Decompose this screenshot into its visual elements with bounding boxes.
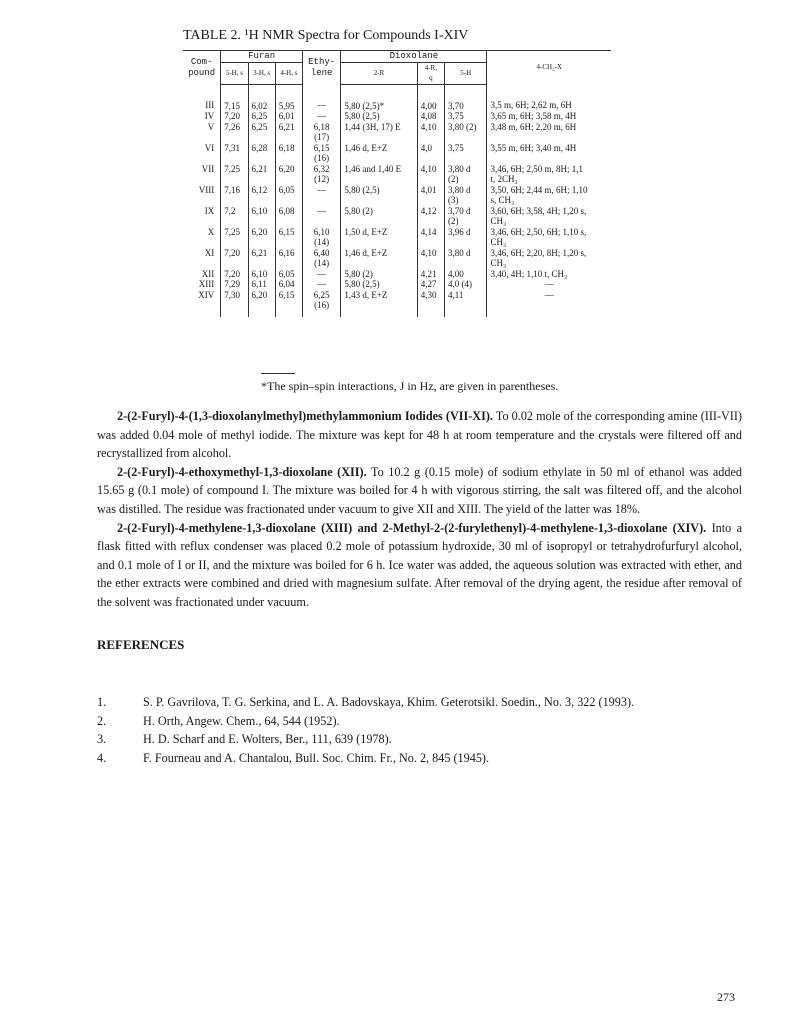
furan-3h-cell: 6,25 — [248, 122, 275, 143]
dioxolane-4r-cell: 4,21 — [417, 269, 444, 280]
reference-text: F. Fourneau and A. Chantalou, Bull. Soc. Chim. Fr., No. 2, 845 (1945). — [143, 750, 490, 765]
compound-cell: III — [205, 100, 215, 110]
page-number: 273 — [717, 990, 735, 1004]
dioxolane-4r-cell: 4,08 — [417, 111, 444, 122]
dioxolane-2r-cell: 1,50 d, E+Z — [341, 227, 417, 248]
paragraph-text: To 0.02 mole of the corresponding amine (III-VII) was added 0.04 mole of methyl iodide. The mixture was kept for 48 h at room temperature and the crystals were filtered off and recrystallized from alcohol. — [97, 409, 742, 461]
ch2x-cell: 3,5 m, 6H; 2,62 m, 6H — [487, 84, 611, 111]
furan-4h-cell: 6,16 — [275, 248, 302, 269]
dioxolane-5h-cell: 4,00 — [444, 269, 487, 280]
ch2x-cell: 3,46, 6H; 2,50, 6H; 1,10 s, CH₃ — [487, 227, 611, 248]
paragraph — [97, 407, 742, 463]
header-compound: Com- pound — [183, 51, 221, 85]
furan-3h-cell: 6,10 — [248, 206, 275, 227]
table-row — [183, 269, 611, 280]
header-furan-4h: 4-H, s — [275, 62, 302, 84]
footnote-divider — [261, 373, 295, 374]
ethylene-cell: — — [303, 269, 341, 280]
furan-3h-cell: 6,20 — [248, 227, 275, 248]
reference-text: H. D. Scharf and E. Wolters, Ber., 111, 639 (1978). — [143, 732, 392, 746]
compound-cell: X — [207, 226, 215, 237]
ch2x-cell: 3,55 m, 6H; 3,40 m, 4H — [487, 143, 611, 164]
ch2x-cell: — — [487, 290, 611, 317]
reference-number: 3. — [97, 732, 107, 746]
table-row — [183, 111, 611, 122]
furan-5h-cell: 7,20 — [221, 111, 248, 122]
dioxolane-4r-cell: 4,01 — [417, 185, 444, 206]
ch2x-cell: 3,65 m, 6H; 3,58 m, 4H — [487, 111, 611, 122]
compound-cell: VI — [204, 142, 215, 153]
dioxolane-4r-cell: 4,00 — [417, 84, 444, 111]
dioxolane-4r-cell: 4,27 — [417, 279, 444, 290]
furan-3h-cell: 6,25 — [248, 111, 275, 122]
dioxolane-4r-cell: 4,10 — [417, 248, 444, 269]
paragraph-text: To 10.2 g (0.15 mole) of sodium ethylate in 50 ml of ethanol was added 15.65 g (0.1 mole) of compound I. The mixture was boiled for 4 h with vigorous stirring, the salt was filtered off, and the alcohol was distilled. The residue was fractionated under vacuum to give XII and XIII. The yield of the latter was 18%. — [97, 464, 742, 516]
compound-cell: XII — [201, 268, 215, 279]
dioxolane-2r-cell: 5,80 (2,5) — [341, 185, 417, 206]
body-text — [97, 407, 742, 612]
table-row — [183, 185, 611, 206]
dioxolane-2r-cell: 1,44 (3H, 17) E — [341, 122, 417, 143]
furan-4h-cell: 6,04 — [275, 279, 302, 290]
header-furan-3h: 3-H, s — [248, 62, 275, 84]
reference-item — [97, 693, 737, 712]
reference-text: S. P. Gavrilova, T. G. Serkina, and L. A. Badovskaya, Khim. Geterotsikl. Soedin., No. 3, 322 (1993). — [143, 695, 635, 709]
ethylene-cell: — — [303, 185, 341, 206]
dioxolane-5h-cell: 3,96 d — [444, 227, 487, 248]
ethylene-cell: 6,10 (14) — [303, 227, 341, 248]
compound-cell: VII — [201, 163, 215, 174]
dioxolane-2r-cell: 5,80 (2) — [341, 206, 417, 227]
paragraph-title: 2-(2-Furyl)-4-(1,3-dioxolanylmethyl)methylammonium Iodides (VII-XI). — [117, 409, 493, 423]
dioxolane-5h-cell: 4,0 (4) — [444, 279, 487, 290]
paragraph-title: 2-(2-Furyl)-4-methylene-1,3-dioxolane (XIII) and 2-Methyl-2-(2-furylethenyl)-4-methylene-1,3-dioxolane (XIV). — [117, 520, 707, 535]
nmr-table — [183, 50, 611, 317]
compound-cell: XI — [204, 247, 215, 258]
ethylene-cell: 6,25 (16) — [303, 290, 341, 317]
reference-item — [97, 749, 737, 768]
furan-3h-cell: 6,02 — [248, 84, 275, 111]
header-dioxolane-5h: 5-H — [444, 62, 487, 84]
dioxolane-2r-cell: 1,46 and 1,40 E — [341, 164, 417, 185]
header-dioxolane: Dioxolane — [341, 51, 487, 63]
furan-5h-cell: 7,30 — [221, 290, 248, 317]
header-furan: Furan — [221, 51, 303, 63]
paragraph — [97, 519, 742, 612]
furan-5h-cell: 7,16 — [221, 185, 248, 206]
furan-3h-cell: 6,28 — [248, 143, 275, 164]
dioxolane-2r-cell: 1,46 d, E+Z — [341, 248, 417, 269]
furan-4h-cell: 6,20 — [275, 164, 302, 185]
furan-5h-cell: 7,29 — [221, 279, 248, 290]
compound-cell: VIII — [198, 184, 215, 195]
furan-4h-cell: 6,15 — [275, 227, 302, 248]
reference-item — [97, 712, 737, 731]
furan-4h-cell: 5,95 — [275, 84, 302, 111]
compound-cell: XIV — [198, 289, 215, 300]
reference-number: 1. — [97, 695, 107, 709]
table-row — [183, 279, 611, 290]
compound-cell: V — [207, 121, 215, 132]
dioxolane-5h-cell: 3,80 d — [444, 248, 487, 269]
paragraph-title: 2-(2-Furyl)-4-ethoxymethyl-1,3-dioxolane (XII). — [117, 464, 367, 479]
table-row — [183, 122, 611, 143]
table-row — [183, 290, 611, 317]
dioxolane-4r-cell: 4,12 — [417, 206, 444, 227]
furan-4h-cell: 6,08 — [275, 206, 302, 227]
header-furan-5h: 5-H, s — [221, 62, 248, 84]
ch2x-cell: 3,40, 4H; 1,10 t, CH₃ — [487, 269, 611, 280]
references-heading: REFERENCES — [97, 637, 185, 652]
table-row — [183, 84, 611, 111]
ethylene-cell: — — [303, 206, 341, 227]
reference-number: 4. — [97, 750, 107, 765]
furan-5h-cell: 7,25 — [221, 227, 248, 248]
furan-5h-cell: 7,20 — [221, 269, 248, 280]
furan-3h-cell: 6,10 — [248, 269, 275, 280]
header-dioxolane-2r: 2-R — [341, 62, 417, 84]
furan-3h-cell: 6,21 — [248, 164, 275, 185]
dioxolane-2r-cell: 1,46 d, E+Z — [341, 143, 417, 164]
reference-text: H. Orth, Angew. Chem., 64, 544 (1952). — [143, 713, 340, 728]
dioxolane-2r-cell: 5,80 (2,5) — [341, 111, 417, 122]
table-row — [183, 143, 611, 164]
ethylene-cell: — — [303, 279, 341, 290]
dioxolane-4r-cell: 4,14 — [417, 227, 444, 248]
ethylene-cell: 6,32 (12) — [303, 164, 341, 185]
furan-4h-cell: 6,15 — [275, 290, 302, 317]
table-title: TABLE 2. ¹H NMR Spectra for Compounds I-XIV — [183, 28, 469, 43]
ethylene-cell: 6,15 (16) — [303, 143, 341, 164]
ethylene-cell: 6,40 (14) — [303, 248, 341, 269]
references-list — [97, 693, 737, 767]
header-dioxolane-4r: 4-R, q — [417, 62, 444, 84]
compound-cell: IX — [204, 205, 215, 216]
ch2x-cell: 3,46, 6H; 2,20, 8H; 1,20 s, CH₃ — [487, 248, 611, 269]
dioxolane-5h-cell: 3,70 — [444, 84, 487, 111]
header-ch2x: 4-CH₂-X — [487, 51, 611, 85]
furan-3h-cell: 6,11 — [248, 279, 275, 290]
furan-5h-cell: 7,31 — [221, 143, 248, 164]
dioxolane-2r-cell: 1,43 d, E+Z — [341, 290, 417, 317]
furan-3h-cell: 6,12 — [248, 185, 275, 206]
reference-number: 2. — [97, 713, 107, 728]
furan-5h-cell: 7,15 — [221, 84, 248, 111]
dioxolane-5h-cell: 3,80 d (2) — [444, 164, 487, 185]
header-ethylene: Ethy- lene — [303, 51, 341, 85]
paragraph-text: Into a flask fitted with reflux condenser was placed 0.2 mole of potassium hydroxide, 30 ml of isopropyl or tetrahydrofurfuryl alcohol, and 0.1 mole of I or II, and the mixture was boiled for 6 h. Ice water was added, the aqueous solution was extracted with ether, and the ether extracts were combined and dried with magnesium sulfate. After removal of the drying agent, the residue after removal of the solvent was fractionated under vacuum. — [97, 520, 742, 609]
dioxolane-2r-cell: 5,80 (2,5) — [341, 279, 417, 290]
furan-4h-cell: 6,05 — [275, 269, 302, 280]
compound-cell: XIII — [198, 279, 215, 289]
ch2x-cell: 3,46, 6H; 2,50 m, 8H; 1,1 t, 2CH₃ — [487, 164, 611, 185]
dioxolane-2r-cell: 5,80 (2) — [341, 269, 417, 280]
ch2x-cell: 3,50, 6H; 2,44 m, 6H; 1,10 s, CH₃ — [487, 185, 611, 206]
ethylene-cell: 6,18 (17) — [303, 122, 341, 143]
ethylene-cell: — — [303, 84, 341, 111]
nmr-table-body — [183, 84, 611, 317]
dioxolane-2r-cell: 5,80 (2,5)* — [341, 84, 417, 111]
furan-5h-cell: 7,26 — [221, 122, 248, 143]
furan-3h-cell: 6,21 — [248, 248, 275, 269]
furan-5h-cell: 7,2 — [221, 206, 248, 227]
dioxolane-4r-cell: 4,30 — [417, 290, 444, 317]
table-footnote: *The spin–spin interactions, J in Hz, are given in parentheses. — [261, 379, 559, 393]
furan-5h-cell: 7,25 — [221, 164, 248, 185]
ch2x-cell: 3,60, 6H; 3,58, 4H; 1,20 s, CH₃ — [487, 206, 611, 227]
reference-item — [97, 730, 737, 749]
furan-4h-cell: 6,18 — [275, 143, 302, 164]
furan-4h-cell: 6,01 — [275, 111, 302, 122]
ethylene-cell: — — [303, 111, 341, 122]
table-row — [183, 227, 611, 248]
dioxolane-5h-cell: 3,75 — [444, 111, 487, 122]
dioxolane-4r-cell: 4,10 — [417, 122, 444, 143]
dioxolane-5h-cell: 3,80 d (3) — [444, 185, 487, 206]
furan-3h-cell: 6,20 — [248, 290, 275, 317]
furan-4h-cell: 6,21 — [275, 122, 302, 143]
ch2x-cell: 3,48 m, 6H; 2,20 m, 6H — [487, 122, 611, 143]
table-row — [183, 206, 611, 227]
dioxolane-5h-cell: 3,70 d (2) — [444, 206, 487, 227]
dioxolane-5h-cell: 3,80 (2) — [444, 122, 487, 143]
table-row — [183, 248, 611, 269]
ch2x-cell: — — [487, 279, 611, 290]
table-row — [183, 164, 611, 185]
dioxolane-5h-cell: 3,75 — [444, 143, 487, 164]
paragraph — [97, 463, 742, 519]
furan-5h-cell: 7,20 — [221, 248, 248, 269]
dioxolane-5h-cell: 4,11 — [444, 290, 487, 317]
dioxolane-4r-cell: 4,10 — [417, 164, 444, 185]
compound-cell: IV — [204, 111, 215, 121]
furan-4h-cell: 6,05 — [275, 185, 302, 206]
dioxolane-4r-cell: 4,0 — [417, 143, 444, 164]
